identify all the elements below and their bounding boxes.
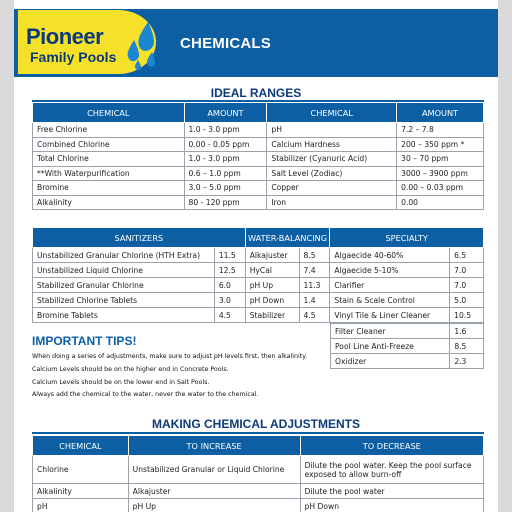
table-cell: Stabilized Chlorine Tablets bbox=[33, 293, 215, 308]
logo-name: Pioneer bbox=[26, 24, 104, 49]
table-cell: Combined Chlorine bbox=[33, 137, 185, 152]
table-cell: 0.00 – 0.03 ppm bbox=[397, 181, 484, 196]
column-header: TO INCREASE bbox=[128, 436, 300, 456]
table-cell: HyCal bbox=[245, 263, 299, 278]
tip-line: When doing a series of adjustments, make sure to adjust pH levels first, then alkalinity. bbox=[32, 353, 308, 360]
table-cell: 6.0 bbox=[214, 278, 245, 293]
table-cell: pH Down bbox=[300, 499, 483, 512]
table-cell: 7.4 bbox=[299, 263, 330, 278]
page-title: CHEMICALS bbox=[180, 35, 271, 52]
table-cell: Unstabilized Liquid Chlorine bbox=[33, 263, 215, 278]
logo-subtitle: Family Pools bbox=[30, 49, 117, 65]
ideal-ranges-title: IDEAL RANGES bbox=[210, 86, 302, 100]
table-cell: Stain & Scale Control bbox=[330, 293, 450, 308]
table-row bbox=[33, 293, 484, 308]
divider bbox=[32, 432, 484, 434]
table-cell: Dilute the pool water bbox=[300, 484, 483, 499]
tips-title: IMPORTANT TIPS! bbox=[32, 334, 137, 348]
table-cell: Chlorine bbox=[33, 456, 129, 484]
table-cell: 1.4 bbox=[299, 293, 330, 308]
table-cell: Bromine bbox=[33, 181, 185, 196]
table-cell: pH bbox=[267, 123, 397, 138]
table-cell: 12.5 bbox=[214, 263, 245, 278]
table-row bbox=[33, 181, 484, 196]
table-row bbox=[33, 308, 484, 323]
table-cell: 2.3 bbox=[450, 354, 484, 369]
document-page bbox=[14, 0, 498, 512]
column-header: AMOUNT bbox=[184, 103, 267, 123]
column-header: WATER-BALANCING bbox=[245, 228, 330, 248]
table-row bbox=[331, 339, 484, 354]
tip-line: Calcium Levels should be on the lower end in Salt Pools. bbox=[32, 379, 210, 386]
table-cell: 80 - 120 ppm bbox=[184, 195, 267, 210]
table-cell: 5.0 bbox=[450, 293, 484, 308]
table-row bbox=[33, 123, 484, 138]
table-cell: 4.5 bbox=[214, 308, 245, 323]
table-cell: 11.3 bbox=[299, 278, 330, 293]
table-cell: pH Down bbox=[245, 293, 299, 308]
products-table bbox=[32, 227, 484, 323]
table-cell: Algaecide 40-60% bbox=[330, 248, 450, 263]
table-cell: Alkalinity bbox=[33, 195, 185, 210]
specialty-extra-table bbox=[330, 323, 484, 369]
table-cell: 4.5 bbox=[299, 308, 330, 323]
table-cell: Dilute the pool water. Keep the pool surface exposed to allow burn-off bbox=[300, 456, 483, 484]
table-cell: Salt Level (Zodiac) bbox=[267, 166, 397, 181]
column-header: CHEMICAL bbox=[33, 103, 185, 123]
table-cell: 8.5 bbox=[299, 248, 330, 263]
table-cell: 7.0 bbox=[450, 278, 484, 293]
table-cell: Vinyl Tile & Liner Cleaner bbox=[330, 308, 450, 323]
table-cell: Stabilized Granular Chlorine bbox=[33, 278, 215, 293]
table-cell: Alkalinity bbox=[33, 484, 129, 499]
table-row bbox=[331, 354, 484, 369]
table-cell: Clarifier bbox=[330, 278, 450, 293]
table-cell: 10.5 bbox=[450, 308, 484, 323]
adjustments-title: MAKING CHEMICAL ADJUSTMENTS bbox=[151, 417, 360, 431]
table-cell: Filter Cleaner bbox=[331, 324, 450, 339]
table-row bbox=[33, 263, 484, 278]
table-cell: 7.2 – 7.8 bbox=[397, 123, 484, 138]
table-header-row bbox=[33, 228, 484, 248]
table-cell: 0.6 – 1.0 ppm bbox=[184, 166, 267, 181]
table-cell: pH bbox=[33, 499, 129, 512]
table-cell: pH Up bbox=[245, 278, 299, 293]
table-cell: 7.0 bbox=[450, 263, 484, 278]
table-row bbox=[33, 456, 484, 484]
table-cell: 3.0 bbox=[214, 293, 245, 308]
table-cell: 1.0 - 3.0 ppm bbox=[184, 123, 267, 138]
table-cell: 0.00 - 0.05 ppm bbox=[184, 137, 267, 152]
adjustments-table bbox=[32, 435, 484, 512]
table-cell: 200 – 350 ppm * bbox=[397, 137, 484, 152]
table-cell: Unstabilized Granular Chlorine (HTH Extra) bbox=[33, 248, 215, 263]
table-cell: Unstabilized Granular or Liquid Chlorine bbox=[128, 456, 300, 484]
table-row bbox=[33, 499, 484, 512]
table-cell: Algaecide 5-10% bbox=[330, 263, 450, 278]
tip-line: Always add the chemical to the water, never the water to the chemical. bbox=[32, 391, 259, 398]
table-row bbox=[33, 248, 484, 263]
table-row bbox=[33, 195, 484, 210]
table-cell: Pool Line Anti-Freeze bbox=[331, 339, 450, 354]
table-row bbox=[33, 166, 484, 181]
table-cell: Alkajuster bbox=[245, 248, 299, 263]
table-cell: Total Chlorine bbox=[33, 152, 185, 167]
column-header: CHEMICAL bbox=[33, 436, 129, 456]
table-cell: 30 – 70 ppm bbox=[397, 152, 484, 167]
table-cell: Iron bbox=[267, 195, 397, 210]
column-header: CHEMICAL bbox=[267, 103, 397, 123]
table-cell: 11.5 bbox=[214, 248, 245, 263]
table-row bbox=[33, 278, 484, 293]
table-cell: 0.00 bbox=[397, 195, 484, 210]
table-cell: 8.5 bbox=[450, 339, 484, 354]
column-header: TO DECREASE bbox=[300, 436, 483, 456]
table-row bbox=[33, 484, 484, 499]
table-cell: Alkajuster bbox=[128, 484, 300, 499]
table-cell: Free Chlorine bbox=[33, 123, 185, 138]
table-cell: 6.5 bbox=[450, 248, 484, 263]
tip-line: Calcium Levels should be on the higher end in Concrete Pools. bbox=[32, 366, 229, 373]
table-cell: **With Waterpurification bbox=[33, 166, 185, 181]
table-cell: Stabilizer (Cyanuric Acid) bbox=[267, 152, 397, 167]
table-cell: 3.0 – 5.0 ppm bbox=[184, 181, 267, 196]
table-cell: 1.6 bbox=[450, 324, 484, 339]
table-cell: Oxidizer bbox=[331, 354, 450, 369]
column-header: AMOUNT bbox=[397, 103, 484, 123]
table-cell: Copper bbox=[267, 181, 397, 196]
table-cell: Stabilizer bbox=[245, 308, 299, 323]
table-cell: pH Up bbox=[128, 499, 300, 512]
column-header: SPECIALTY bbox=[330, 228, 484, 248]
table-row bbox=[33, 152, 484, 167]
table-cell: 3000 – 3900 ppm bbox=[397, 166, 484, 181]
ideal-ranges-table bbox=[32, 102, 484, 210]
water-drops-icon bbox=[118, 20, 164, 72]
table-row bbox=[33, 137, 484, 152]
table-cell: Calcium Hardness bbox=[267, 137, 397, 152]
table-header-row bbox=[33, 103, 484, 123]
column-header: SANITIZERS bbox=[33, 228, 246, 248]
table-row bbox=[331, 324, 484, 339]
logo bbox=[14, 0, 169, 77]
table-cell: 1.0 - 3.0 ppm bbox=[184, 152, 267, 167]
table-cell: Bromine Tablets bbox=[33, 308, 215, 323]
table-header-row bbox=[33, 436, 484, 456]
